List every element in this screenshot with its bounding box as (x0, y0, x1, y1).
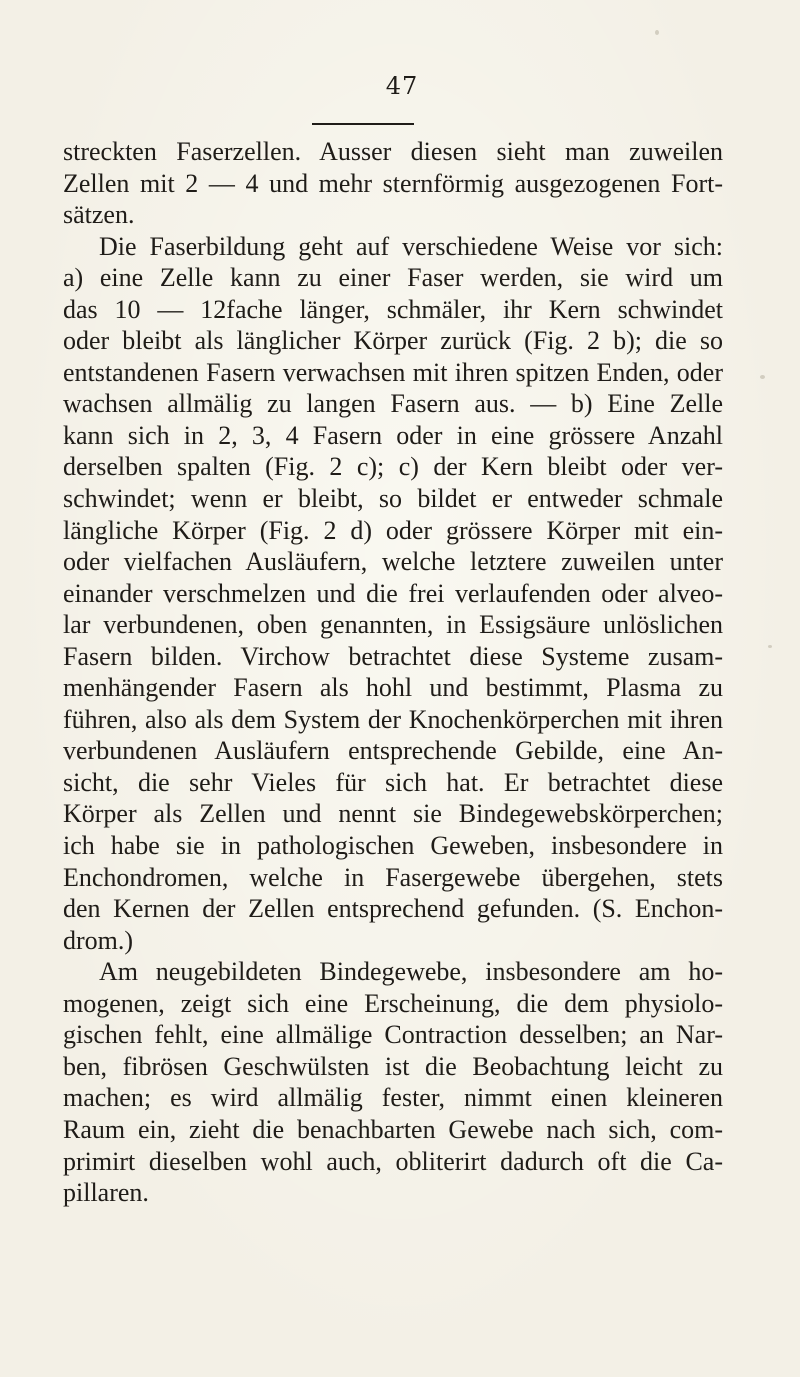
text-line: schwindet; wenn er bleibt, so bildet er entweder schmale (63, 484, 723, 514)
paper-speck (760, 375, 765, 379)
text-line: menhängender Fasern als hohl und bestimmt, Plasma zu (63, 673, 723, 703)
page-number: 47 (385, 72, 419, 100)
text-line: derselben spalten (Fig. 2 c); c) der Kern bleibt oder ver- (63, 452, 723, 482)
paper-speck (768, 645, 772, 648)
text-line: Enchondromen, welche in Fasergewebe übergehen, stets (63, 862, 723, 892)
text-line: Raum ein, zieht die benachbarten Gewebe nach sich, com- (63, 1114, 723, 1144)
text-line: ben, fibrösen Geschwülsten ist die Beobachtung leicht zu (63, 1051, 723, 1081)
text-line: Fasern bilden. Virchow betrachtet diese Systeme zusam- (63, 641, 723, 671)
text-line: ich habe sie in pathologischen Geweben, insbesondere in (63, 831, 723, 861)
text-line: oder vielfachen Ausläufern, welche letztere zuweilen unter (63, 547, 723, 577)
text-line: drom.) (63, 925, 134, 955)
text-line: mogenen, zeigt sich eine Erscheinung, die dem physiolo- (63, 988, 723, 1018)
text-line: Die Faserbildung geht auf verschiedene Weise vor sich: (99, 231, 723, 261)
text-line: Körper als Zellen und nennt sie Bindegewebskörperchen; (63, 799, 723, 829)
text-line: verbundenen Ausläufern entsprechende Gebilde, eine An- (63, 736, 723, 766)
text-line: sicht, die sehr Vieles für sich hat. Er betrachtet diese (63, 767, 723, 797)
text-line: gischen fehlt, eine allmälige Contraction desselben; an Nar- (63, 1020, 723, 1050)
text-line: oder bleibt als länglicher Körper zurück (Fig. 2 b); die so (63, 326, 723, 356)
text-line: pillaren. (63, 1178, 149, 1208)
text-line: entstandenen Fasern verwachsen mit ihren spitzen Enden, oder (63, 357, 723, 387)
text-line: lar verbundenen, oben genannten, in Essigsäure unlöslichen (63, 610, 723, 640)
text-line: a) eine Zelle kann zu einer Faser werden, sie wird um (63, 263, 723, 293)
body-text (63, 136, 723, 1209)
text-line: primirt dieselben wohl auch, obliterirt dadurch oft die Ca- (63, 1146, 723, 1176)
text-line: kann sich in 2, 3, 4 Fasern oder in eine grössere Anzahl (63, 420, 723, 450)
text-line: wachsen allmälig zu langen Fasern aus. — b) Eine Zelle (63, 389, 723, 419)
text-line: streckten Faserzellen. Ausser diesen sieht man zuweilen (63, 137, 723, 166)
text-line: längliche Körper (Fig. 2 d) oder grössere Körper mit ein- (63, 515, 723, 545)
text-line: sätzen. (63, 200, 135, 230)
text-line: machen; es wird allmälig fester, nimmt einen kleineren (63, 1083, 723, 1113)
text-line: Zellen mit 2 — 4 und mehr sternförmig ausgezogenen Fort- (63, 168, 723, 198)
header-rule (312, 123, 414, 125)
text-line: den Kernen der Zellen entsprechend gefunden. (S. Enchon- (63, 894, 723, 924)
text-line: das 10 — 12fache länger, schmäler, ihr Kern schwindet (63, 294, 723, 324)
paper-speck (655, 30, 659, 35)
text-line: einander verschmelzen und die frei verlaufenden oder alveo- (63, 578, 723, 608)
text-line: Am neugebildeten Bindegewebe, insbesondere am ho- (99, 957, 723, 987)
text-line: führen, also als dem System der Knochenkörperchen mit ihren (63, 704, 723, 734)
